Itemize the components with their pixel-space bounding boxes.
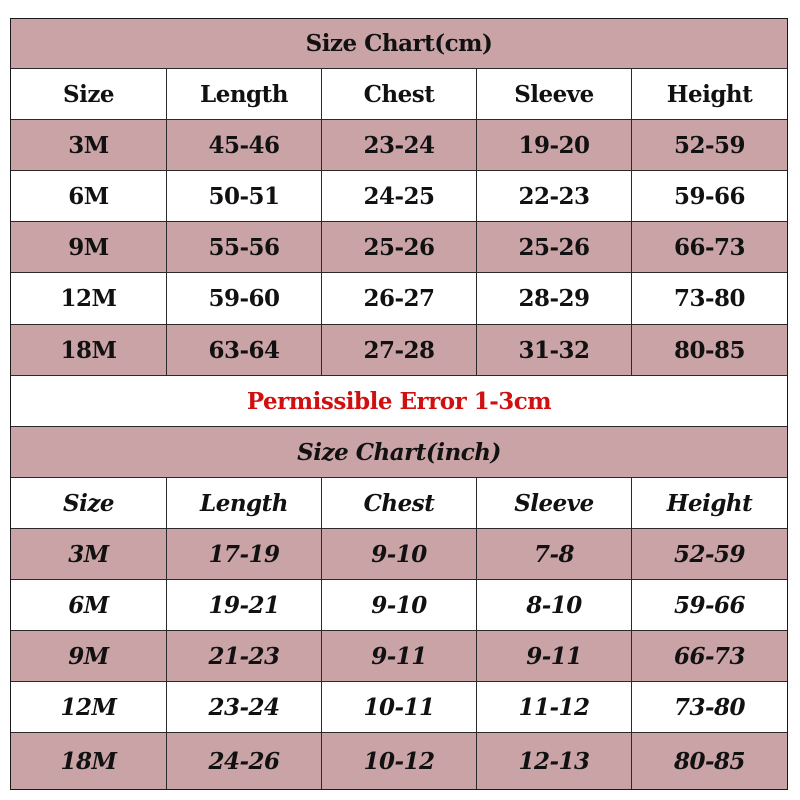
table-cell: 23-24 xyxy=(167,682,322,733)
table-row xyxy=(11,273,787,325)
table-row xyxy=(11,529,787,580)
table-cell: 9-10 xyxy=(322,580,477,631)
table-cell: 73-80 xyxy=(632,273,787,325)
table-cell: 52-59 xyxy=(632,529,787,580)
error-note-row xyxy=(11,376,787,427)
table-cell: 22-23 xyxy=(477,171,632,222)
table-cell: 10-11 xyxy=(322,682,477,733)
table-cell: 27-28 xyxy=(322,325,477,376)
table-cell: 66-73 xyxy=(632,631,787,682)
table-cell: 25-26 xyxy=(322,222,477,273)
column-header: Sleeve xyxy=(477,478,632,529)
table-row xyxy=(11,325,787,376)
table-cell: 66-73 xyxy=(632,222,787,273)
table-cell: 19-20 xyxy=(477,120,632,171)
table-cell: 63-64 xyxy=(167,325,322,376)
table-cell: 8-10 xyxy=(477,580,632,631)
table-cell: 31-32 xyxy=(477,325,632,376)
table-cell: 18M xyxy=(11,325,167,376)
column-header: Size xyxy=(11,478,167,529)
table-row xyxy=(11,682,787,733)
cm-header-row xyxy=(11,69,787,120)
table-cell: 9M xyxy=(11,222,167,273)
table-cell: 80-85 xyxy=(632,325,787,376)
table-cell: 52-59 xyxy=(632,120,787,171)
table-cell: 24-26 xyxy=(167,733,322,789)
table-cell: 6M xyxy=(11,580,167,631)
inch-table-title: Size Chart(inch) xyxy=(11,427,787,478)
table-cell: 50-51 xyxy=(167,171,322,222)
column-header: Height xyxy=(632,69,787,120)
table-cell: 19-21 xyxy=(167,580,322,631)
table-cell: 10-12 xyxy=(322,733,477,789)
table-cell: 9-10 xyxy=(322,529,477,580)
column-header: Size xyxy=(11,69,167,120)
table-cell: 3M xyxy=(11,529,167,580)
table-cell: 9-11 xyxy=(322,631,477,682)
inch-title-row xyxy=(11,427,787,478)
table-cell: 3M xyxy=(11,120,167,171)
table-cell: 28-29 xyxy=(477,273,632,325)
size-chart xyxy=(10,18,788,790)
table-cell: 11-12 xyxy=(477,682,632,733)
table-cell: 24-25 xyxy=(322,171,477,222)
table-cell: 12M xyxy=(11,273,167,325)
table-cell: 80-85 xyxy=(673,747,746,775)
table-cell: 12-13 xyxy=(477,733,632,789)
table-cell: 9M xyxy=(11,631,167,682)
table-cell: 21-23 xyxy=(167,631,322,682)
column-header: Length xyxy=(167,69,322,120)
table-cell: 59-66 xyxy=(632,580,787,631)
permissible-error-note: Permissible Error 1-3cm xyxy=(11,376,787,427)
table-cell: 17-19 xyxy=(167,529,322,580)
inch-header-row xyxy=(11,478,787,529)
column-header: Chest xyxy=(322,478,477,529)
column-header: Length xyxy=(167,478,322,529)
table-cell: 9-11 xyxy=(477,631,632,682)
column-header: Chest xyxy=(322,69,477,120)
column-header: Sleeve xyxy=(477,69,632,120)
table-row xyxy=(11,733,787,789)
table-cell: 55-56 xyxy=(167,222,322,273)
table-cell: 18M xyxy=(11,733,167,789)
table-cell: 7-8 xyxy=(477,529,632,580)
table-cell: 26-27 xyxy=(322,273,477,325)
cm-title-row xyxy=(11,19,787,69)
cm-table-title: Size Chart(cm) xyxy=(11,19,787,69)
table-cell: 23-24 xyxy=(322,120,477,171)
table-cell: 59-66 xyxy=(632,171,787,222)
table-row xyxy=(11,222,787,273)
table-cell: 59-60 xyxy=(167,273,322,325)
table-cell: 73-80 xyxy=(632,682,787,733)
table-cell: 6M xyxy=(11,171,167,222)
table-row xyxy=(11,171,787,222)
table-row xyxy=(11,580,787,631)
column-header: Height xyxy=(632,478,787,529)
table-cell: 25-26 xyxy=(477,222,632,273)
table-row xyxy=(11,120,787,171)
table-cell: 12M xyxy=(11,682,167,733)
table-cell: 45-46 xyxy=(167,120,322,171)
table-row xyxy=(11,631,787,682)
